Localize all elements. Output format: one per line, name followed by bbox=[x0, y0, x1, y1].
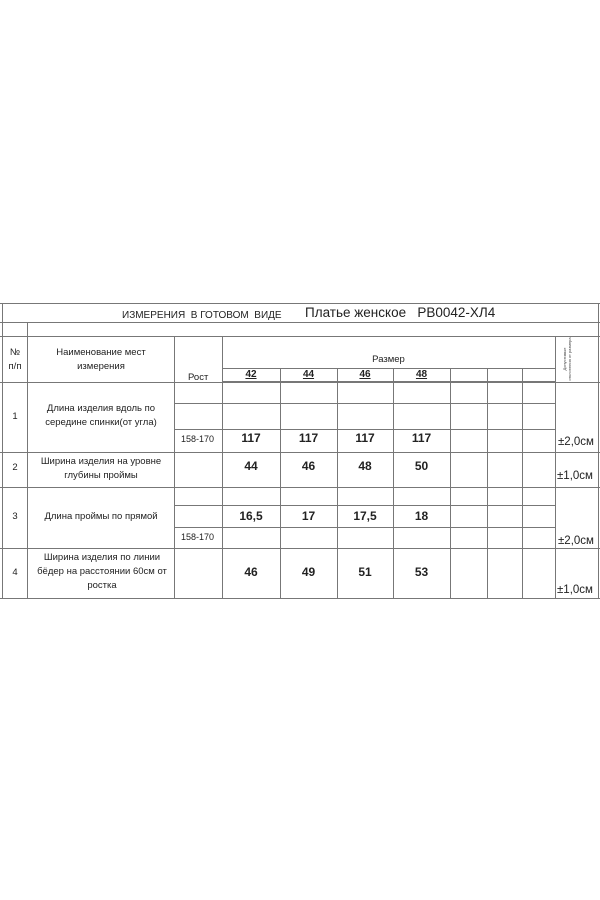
size-header: 42 bbox=[245, 369, 257, 380]
row-name: Длина изделия вдоль по середине спинки(от угла) bbox=[45, 403, 157, 428]
grid-line bbox=[0, 487, 600, 488]
column-header-number: № п/п bbox=[8, 347, 22, 372]
table-cell: 18 bbox=[414, 509, 429, 523]
column-header-name: Наименование мест измерения bbox=[56, 347, 146, 372]
table-cell: 51 bbox=[358, 565, 372, 579]
grid-line bbox=[174, 403, 555, 404]
grid-line bbox=[0, 452, 600, 453]
size-header: 46 bbox=[359, 369, 371, 380]
column-header-height: Рост bbox=[188, 372, 209, 383]
grid-line bbox=[555, 336, 556, 598]
table-cell: 46 bbox=[244, 565, 258, 579]
row-number: 3 bbox=[12, 511, 18, 522]
grid-line bbox=[337, 368, 338, 598]
grid-line bbox=[0, 382, 600, 383]
grid-line bbox=[487, 368, 488, 598]
table-cell: 49 bbox=[301, 565, 316, 579]
row-name: Длина проймы по прямой bbox=[44, 511, 158, 522]
grid-line bbox=[0, 336, 600, 337]
column-header-size: Размер bbox=[372, 354, 405, 365]
table-title: ИЗМЕРЕНИЯ В ГОТОВОМ ВИДЕ bbox=[122, 310, 282, 321]
table-cell: 17 bbox=[301, 509, 316, 523]
table-cell: 46 bbox=[301, 459, 316, 473]
column-header-tolerance: Допустимые отклонения от размера bbox=[562, 337, 572, 381]
product-name: Платье женское РВ0042-ХЛ4 bbox=[305, 305, 496, 320]
row-tolerance: ±1,0см bbox=[557, 470, 593, 482]
table-cell: 117 bbox=[241, 431, 261, 445]
row-number: 4 bbox=[12, 567, 18, 578]
grid-line bbox=[280, 368, 281, 598]
grid-line bbox=[450, 368, 451, 598]
table-cell: 50 bbox=[414, 459, 429, 473]
row-tolerance: ±1,0см bbox=[557, 584, 593, 596]
grid-line bbox=[598, 303, 599, 598]
table-cell: 17,5 bbox=[353, 509, 377, 523]
size-header: 44 bbox=[302, 369, 315, 380]
row-number: 2 bbox=[12, 462, 18, 473]
table-cell: 117 bbox=[355, 431, 375, 445]
grid-line bbox=[174, 527, 555, 528]
grid-line bbox=[0, 303, 600, 304]
row-tolerance: ±2,0см bbox=[558, 535, 594, 547]
grid-line bbox=[174, 429, 555, 430]
grid-line bbox=[174, 505, 555, 506]
table-cell: 48 bbox=[358, 459, 372, 473]
row-name: Ширина изделия по линии бёдер на расстоянии 60см от ростка bbox=[37, 552, 167, 591]
row-tolerance: ±2,0см bbox=[558, 436, 594, 448]
grid-line bbox=[174, 336, 175, 598]
table-cell: 16,5 bbox=[239, 509, 263, 523]
row-name: Ширина изделия на уровне глубины проймы bbox=[40, 456, 162, 481]
row-height: 158-170 bbox=[181, 532, 215, 542]
grid-line bbox=[27, 322, 28, 598]
row-number: 1 bbox=[12, 411, 18, 422]
grid-line bbox=[0, 598, 600, 599]
table-cell: 53 bbox=[414, 565, 429, 579]
size-header: 48 bbox=[415, 369, 428, 380]
row-height: 158-170 bbox=[181, 434, 215, 444]
table-cell: 117 bbox=[411, 431, 432, 445]
grid-line bbox=[393, 368, 394, 598]
grid-line bbox=[0, 322, 600, 323]
table-cell: 117 bbox=[298, 431, 319, 445]
grid-line bbox=[522, 368, 523, 598]
grid-line bbox=[0, 548, 600, 549]
table-cell: 44 bbox=[244, 459, 258, 473]
